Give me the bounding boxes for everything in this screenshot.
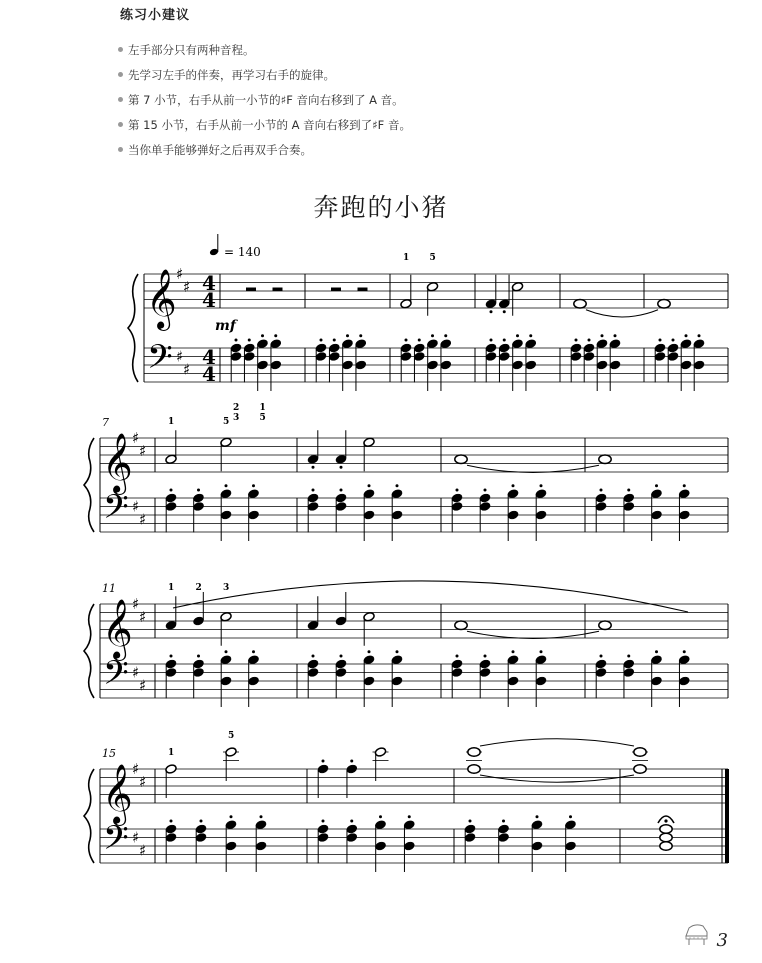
- staccato-dot: [225, 484, 228, 487]
- staccato-dot: [588, 339, 591, 342]
- section-heading: 练习小建议: [120, 8, 191, 23]
- fermata-dot: [664, 819, 667, 822]
- brace: [84, 604, 94, 698]
- note-head: [599, 621, 611, 629]
- staccato-dot: [503, 310, 506, 313]
- staccato-dot: [359, 334, 362, 337]
- treble-clef-icon: 𝄞: [102, 764, 133, 824]
- note-head: [599, 455, 611, 463]
- staccato-dot: [569, 815, 572, 818]
- staccato-dot: [600, 489, 603, 492]
- staccato-dot: [340, 466, 343, 469]
- staccato-dot: [627, 489, 630, 492]
- sharp-icon: ♯: [183, 360, 191, 379]
- half-rest: [273, 288, 283, 292]
- staccato-dot: [655, 650, 658, 653]
- staccato-dot: [456, 489, 459, 492]
- tie-arc: [467, 465, 599, 472]
- half-rest: [246, 288, 256, 292]
- staccato-dot: [340, 655, 343, 658]
- bass-clef-icon: 𝄢: [103, 654, 129, 701]
- staccato-dot: [312, 655, 315, 658]
- treble-clef-icon: 𝄞: [102, 433, 133, 493]
- treble-clef-icon: 𝄞: [102, 599, 133, 659]
- sharp-icon: ♯: [132, 497, 140, 516]
- staccato-dot: [431, 334, 434, 337]
- time-signature-bottom: 4: [202, 362, 216, 386]
- staccato-dot: [312, 489, 315, 492]
- staccato-dot: [516, 334, 519, 337]
- sharp-icon: ♯: [132, 663, 140, 682]
- sharp-icon: ♯: [132, 595, 140, 613]
- staccato-dot: [408, 815, 411, 818]
- staccato-dot: [230, 815, 233, 818]
- sharp-icon: ♯: [139, 607, 147, 626]
- staccato-dot: [512, 650, 515, 653]
- tip-text: 第 15 小节，右手从前一小节的 A 音向右移到了♯F 音。: [128, 118, 411, 132]
- bullet-icon: [118, 47, 123, 52]
- staccato-dot: [350, 820, 353, 823]
- note-head: [658, 300, 670, 308]
- bass-clef-icon: 𝄢: [103, 819, 129, 866]
- note-head: [660, 833, 672, 841]
- note-head: [455, 621, 467, 629]
- tie-arc: [480, 775, 634, 782]
- staccato-dot: [340, 489, 343, 492]
- staccato-dot: [379, 815, 382, 818]
- staccato-dot: [512, 484, 515, 487]
- fingering-number: 1: [403, 253, 410, 263]
- staccato-dot: [274, 334, 277, 337]
- sharp-icon: ♯: [139, 772, 147, 791]
- tip-item: [118, 63, 411, 88]
- sharp-icon: ♯: [176, 265, 184, 283]
- sheet-music-score: [0, 230, 762, 890]
- half-rest: [331, 288, 341, 292]
- bass-clef-icon: 𝄢: [103, 488, 129, 535]
- fingering-number: 3: [223, 583, 230, 593]
- note-head: [574, 300, 586, 308]
- staccato-dot: [529, 334, 532, 337]
- staccato-dot: [659, 339, 662, 342]
- staccato-dot: [170, 489, 173, 492]
- tip-item: [118, 138, 411, 163]
- sharp-icon: ♯: [139, 441, 147, 460]
- staccato-dot: [368, 650, 371, 653]
- staccato-dot: [252, 484, 255, 487]
- half-rest: [358, 288, 368, 292]
- staccato-dot: [350, 760, 353, 763]
- sharp-icon: ♯: [176, 347, 184, 366]
- fingering-number: 1: [168, 583, 175, 593]
- brace: [84, 769, 94, 863]
- staccato-dot: [503, 339, 506, 342]
- staccato-dot: [322, 820, 325, 823]
- time-signature-top: 4: [202, 345, 216, 369]
- staccato-dot: [655, 484, 658, 487]
- bullet-icon: [118, 97, 123, 102]
- staccato-dot: [235, 339, 238, 342]
- staccato-dot: [456, 655, 459, 658]
- brace: [128, 274, 138, 382]
- tip-item: [118, 113, 411, 138]
- sharp-icon: ♯: [183, 277, 191, 296]
- staccato-dot: [197, 489, 200, 492]
- staccato-dot: [698, 334, 701, 337]
- bullet-icon: [118, 147, 123, 152]
- staccato-dot: [170, 655, 173, 658]
- sharp-icon: ♯: [132, 828, 140, 847]
- staccato-dot: [490, 310, 493, 313]
- tie-arc: [467, 631, 599, 638]
- tip-item: [118, 38, 411, 63]
- staccato-dot: [248, 339, 251, 342]
- staccato-dot: [672, 339, 675, 342]
- measure-number: 15: [102, 747, 116, 760]
- tip-text: 当你单手能够弹好之后再双手合奏。: [128, 143, 312, 157]
- staccato-dot: [405, 339, 408, 342]
- time-signature-bottom: 4: [202, 288, 216, 312]
- staccato-dot: [396, 484, 399, 487]
- bass-clef-icon: 𝄢: [147, 338, 173, 385]
- note-head: [455, 455, 467, 463]
- tip-text: 先学习左手的伴奏，再学习右手的旋律。: [128, 68, 335, 82]
- practice-tips-list: [118, 38, 411, 163]
- sharp-icon: ♯: [139, 510, 147, 529]
- tie-arc: [586, 310, 658, 317]
- staccato-dot: [683, 484, 686, 487]
- staccato-dot: [260, 815, 263, 818]
- measure-number: 11: [102, 582, 116, 595]
- staccato-dot: [170, 820, 173, 823]
- fingering-number: 1: [168, 417, 175, 427]
- fingering-number: 5: [259, 413, 266, 423]
- staccato-dot: [469, 820, 472, 823]
- bullet-icon: [118, 122, 123, 127]
- staccato-dot: [333, 339, 336, 342]
- staccato-dot: [368, 484, 371, 487]
- staccato-dot: [200, 820, 203, 823]
- brace: [84, 438, 94, 532]
- note-head: [660, 825, 672, 833]
- staccato-dot: [418, 339, 421, 342]
- staccato-dot: [484, 655, 487, 658]
- staccato-dot: [540, 650, 543, 653]
- dynamic-marking: mf: [215, 318, 236, 334]
- staccato-dot: [575, 339, 578, 342]
- note-head: [634, 765, 646, 773]
- staccato-dot: [536, 815, 539, 818]
- fingering-number: 5: [429, 253, 436, 263]
- slur-arc: [173, 581, 688, 612]
- staccato-dot: [502, 820, 505, 823]
- piece-title: 奔跑的小猪: [313, 193, 449, 222]
- staccato-dot: [312, 466, 315, 469]
- fingering-number: 2: [233, 403, 240, 413]
- time-signature-top: 4: [202, 271, 216, 295]
- tip-text: 左手部分只有两种音程。: [128, 43, 255, 57]
- staccato-dot: [261, 334, 264, 337]
- fingering-number: 1: [259, 403, 266, 413]
- staccato-dot: [396, 650, 399, 653]
- staccato-dot: [490, 339, 493, 342]
- measure-number: 7: [102, 416, 109, 429]
- fingering-number: 2: [195, 583, 202, 593]
- sharp-icon: ♯: [132, 760, 140, 778]
- staccato-dot: [685, 334, 688, 337]
- sharp-icon: ♯: [139, 841, 147, 860]
- staccato-dot: [346, 334, 349, 337]
- staccato-dot: [600, 655, 603, 658]
- staccato-dot: [322, 760, 325, 763]
- tempo-marking: = 140: [224, 245, 261, 259]
- note-head: [468, 765, 480, 773]
- page-number: 3: [716, 930, 728, 951]
- grand-piano-icon: [683, 922, 709, 946]
- note-head: [634, 748, 646, 756]
- staccato-dot: [683, 650, 686, 653]
- tip-text: 第 7 小节，右手从前一小节的♯F 音向右移到了 A 音。: [128, 93, 404, 107]
- bullet-icon: [118, 72, 123, 77]
- tip-item: [118, 88, 411, 113]
- staccato-dot: [484, 489, 487, 492]
- staccato-dot: [601, 334, 604, 337]
- note-head: [660, 842, 672, 850]
- staccato-dot: [614, 334, 617, 337]
- staccato-dot: [197, 655, 200, 658]
- fingering-number: 3: [233, 413, 240, 423]
- fingering-number: 5: [223, 417, 230, 427]
- staccato-dot: [320, 339, 323, 342]
- fingering-number: 1: [168, 748, 175, 758]
- staccato-dot: [627, 655, 630, 658]
- staccato-dot: [225, 650, 228, 653]
- sharp-icon: ♯: [139, 676, 147, 695]
- tie-arc: [480, 739, 634, 746]
- fingering-number: 5: [228, 731, 235, 741]
- sharp-icon: ♯: [132, 429, 140, 447]
- treble-clef-icon: 𝄞: [146, 269, 177, 329]
- note-head: [468, 748, 480, 756]
- final-barline: [725, 769, 729, 863]
- staccato-dot: [444, 334, 447, 337]
- staccato-dot: [252, 650, 255, 653]
- staccato-dot: [540, 484, 543, 487]
